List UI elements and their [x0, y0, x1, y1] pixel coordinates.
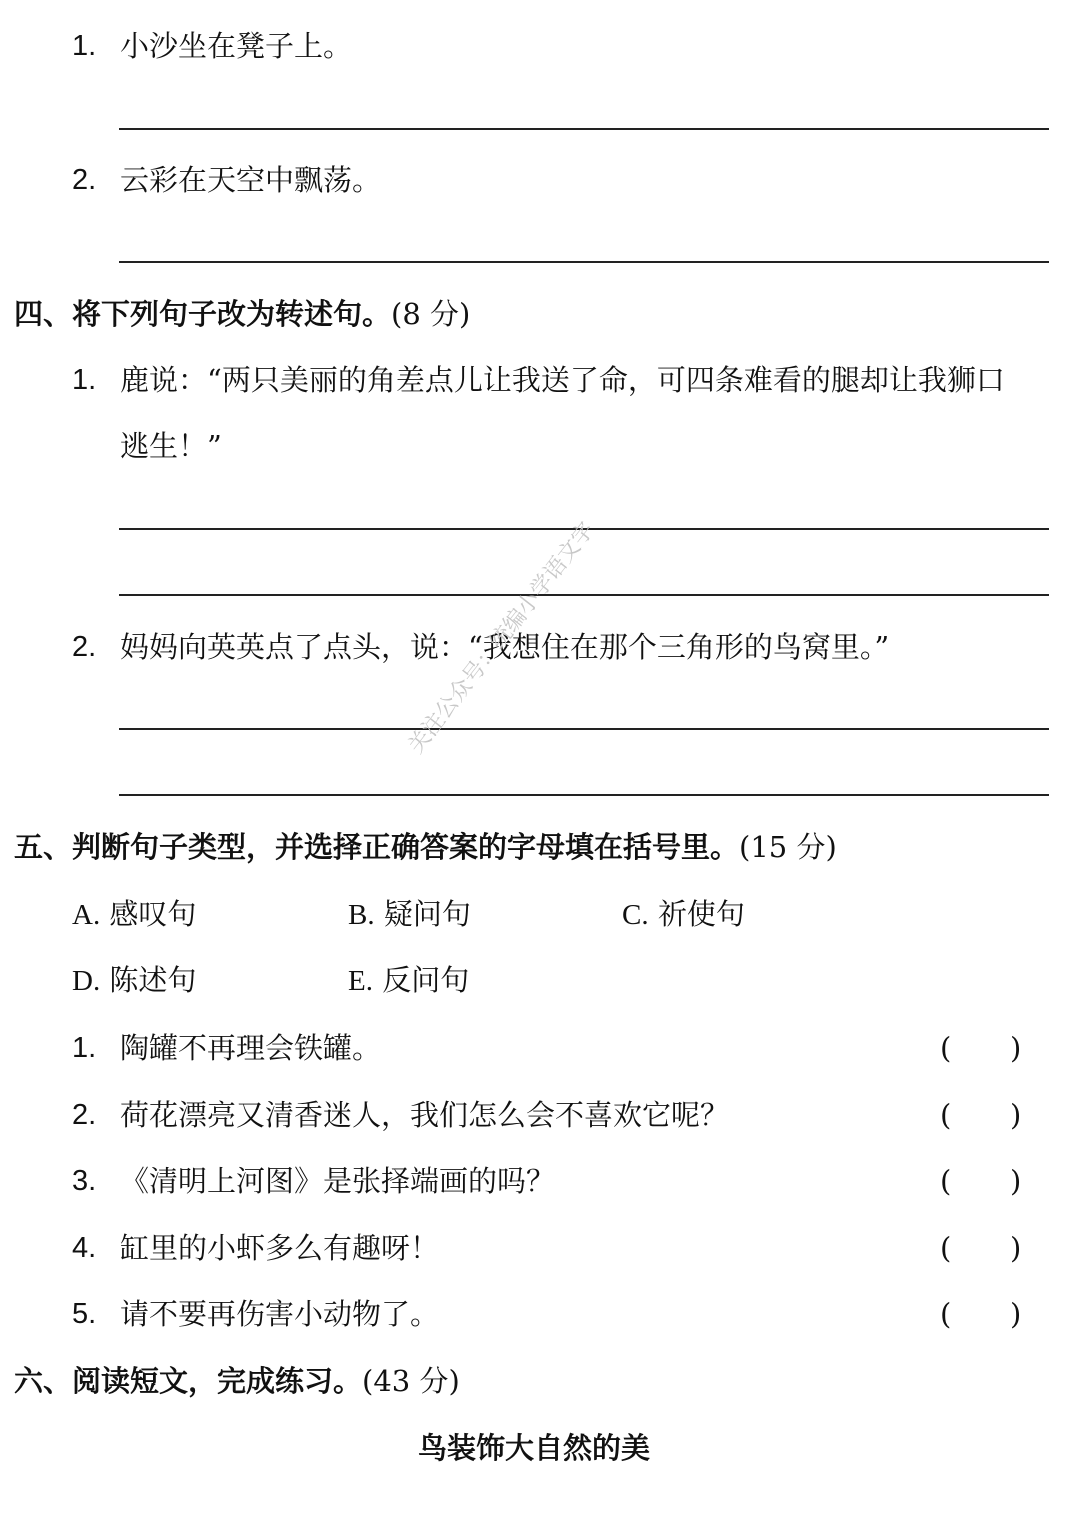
answer-line[interactable] [119, 794, 1049, 796]
option-a [72, 896, 196, 933]
item-number: 1. [72, 30, 97, 62]
item-text: 鹿说：“两只美丽的角差点儿让我送了命，可四条难看的腿却让我狮口 [120, 363, 1005, 397]
option-c [622, 896, 745, 933]
passage-title-text: 鸟装饰大自然的美 [417, 1431, 650, 1465]
item-text: 妈妈向英英点了点头，说：“我想住在那个三角形的鸟窝里。” [120, 630, 890, 664]
item-text: 荷花漂亮又清香迷人，我们怎么会不喜欢它呢？ [120, 1098, 730, 1132]
item-number: 1. [72, 1032, 97, 1064]
item-number: 1. [72, 364, 97, 396]
answer-line[interactable] [119, 261, 1049, 263]
paren-open: ( [940, 1164, 952, 1198]
s5-item-2 [0, 1097, 1080, 1133]
answer-parentheses[interactable] [940, 1296, 1022, 1332]
item-number: 2. [72, 1099, 97, 1131]
answer-parentheses[interactable] [940, 1163, 1022, 1199]
heading-text: 六、阅读短文，完成练习。 [14, 1364, 363, 1398]
paren-open: ( [940, 1098, 952, 1132]
option-b [348, 896, 471, 933]
item-number: 3. [72, 1165, 97, 1197]
item-text: 请不要再伤害小动物了。 [120, 1297, 440, 1331]
option-label: 疑问句 [383, 897, 471, 931]
option-label: 陈述句 [109, 963, 197, 997]
paren-open: ( [940, 1297, 952, 1331]
heading-text: 五、判断句子类型，并选择正确答案的字母填在括号里。 [14, 830, 740, 864]
s4-item-1-cont [120, 428, 222, 464]
paren-close: ) [1010, 1031, 1022, 1065]
section5-heading [14, 829, 837, 865]
item-number: 2. [72, 631, 97, 663]
s5-item-5 [0, 1296, 1080, 1332]
paren-open: ( [940, 1231, 952, 1265]
answer-line[interactable] [119, 128, 1049, 130]
passage-title [0, 1430, 1068, 1466]
item-number: 4. [72, 1232, 97, 1264]
answer-line[interactable] [119, 728, 1049, 730]
paren-close: ) [1010, 1297, 1022, 1331]
answer-parentheses[interactable] [940, 1097, 1022, 1133]
heading-text: 四、将下列句子改为转述句。 [14, 297, 392, 331]
paren-close: ) [1010, 1231, 1022, 1265]
item-text: 陶罐不再理会铁罐。 [120, 1031, 382, 1065]
option-letter: D. [72, 965, 101, 997]
item-text: 小沙坐在凳子上。 [120, 29, 353, 63]
option-letter: A. [72, 899, 101, 931]
answer-parentheses[interactable] [940, 1230, 1022, 1266]
answer-line[interactable] [119, 594, 1049, 596]
option-e [348, 962, 469, 999]
option-label: 反问句 [382, 963, 470, 997]
item-text: 《清明上河图》是张择端画的吗？ [120, 1164, 556, 1198]
paren-close: ) [1010, 1164, 1022, 1198]
item-text-cont: 逃生！” [120, 429, 222, 463]
item-text: 云彩在天空中飘荡。 [120, 163, 382, 197]
s5-item-4 [0, 1230, 1080, 1266]
item-number: 5. [72, 1298, 97, 1330]
answer-parentheses[interactable] [940, 1030, 1022, 1066]
watermark: 关注公众号：统编小学语文字 [403, 517, 600, 759]
option-label: 祈使句 [657, 897, 745, 931]
option-d [72, 962, 196, 999]
item-number: 2. [72, 164, 97, 196]
section6-heading [14, 1363, 460, 1399]
paren-open: ( [940, 1031, 952, 1065]
section4-heading [14, 296, 470, 332]
paren-close: ) [1010, 1098, 1022, 1132]
option-letter: E. [348, 965, 373, 997]
s5-item-1 [0, 1030, 1080, 1066]
heading-points: (8 分) [391, 297, 471, 331]
heading-points: (43 分) [362, 1364, 460, 1398]
option-label: 感叹句 [109, 897, 197, 931]
item-text: 缸里的小虾多么有趣呀！ [120, 1231, 440, 1265]
heading-points: (15 分) [739, 830, 837, 864]
option-letter: C. [622, 899, 649, 931]
option-letter: B. [348, 899, 375, 931]
s5-item-3 [0, 1163, 1080, 1199]
